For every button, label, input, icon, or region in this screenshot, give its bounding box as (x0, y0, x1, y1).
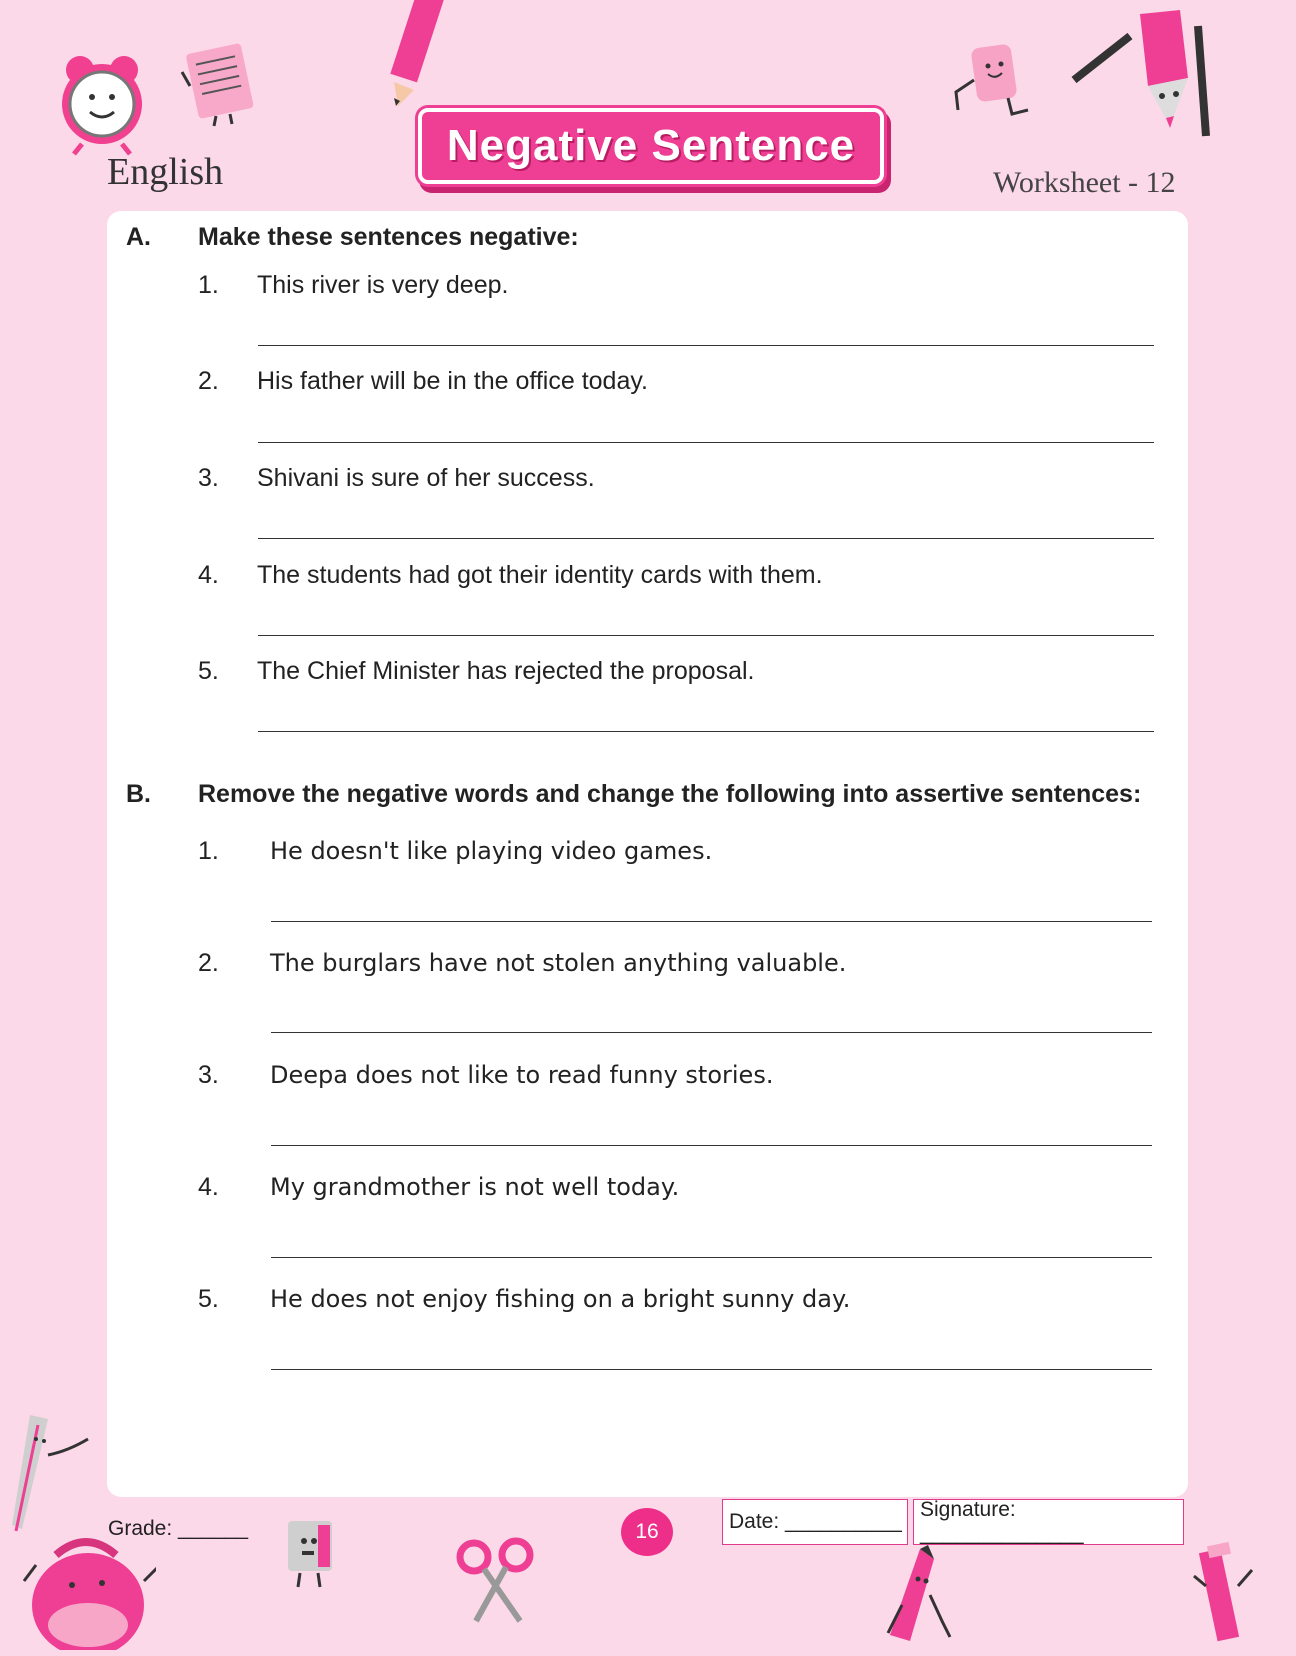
answer-line[interactable] (271, 1032, 1152, 1033)
question-number: 2. (198, 949, 219, 977)
question-text: The Chief Minister has rejected the proposal. (257, 657, 755, 685)
grade-field[interactable]: Grade: ______ (108, 1517, 249, 1540)
question-text: The burglars have not stolen anything valuable. (270, 949, 847, 977)
question-number: 1. (198, 837, 219, 865)
answer-line[interactable] (258, 345, 1154, 346)
pencil-icon (380, 0, 450, 110)
signature-box[interactable] (913, 1499, 1184, 1545)
answer-line[interactable] (271, 1369, 1152, 1370)
question-number: 4. (198, 1173, 219, 1201)
worksheet-number: Worksheet - 12 (993, 166, 1176, 199)
crayon-icon (880, 1545, 965, 1645)
alarm-clock-icon (52, 42, 152, 157)
question-text: He does not enjoy fishing on a bright sunny day. (270, 1285, 851, 1313)
section-a-instruction: Make these sentences negative: (198, 223, 579, 251)
question-number: 3. (198, 1061, 219, 1089)
question-text: My grandmother is not well today. (270, 1173, 680, 1201)
ruler-icon (8, 1405, 98, 1535)
question-text: His father will be in the office today. (257, 367, 648, 395)
answer-line[interactable] (258, 635, 1154, 636)
answer-line[interactable] (271, 1145, 1152, 1146)
question-text: He doesn't like playing video games. (270, 837, 713, 865)
answer-line[interactable] (271, 1257, 1152, 1258)
title-banner (418, 108, 884, 184)
question-number: 5. (198, 657, 219, 685)
section-b-letter: B. (126, 780, 151, 808)
question-text: Shivani is sure of her success. (257, 464, 595, 492)
bag-icon (16, 1525, 156, 1650)
answer-line[interactable] (258, 538, 1154, 539)
date-box[interactable] (722, 1499, 908, 1545)
section-a-letter: A. (126, 223, 151, 251)
question-number: 4. (198, 561, 219, 589)
question-number: 3. (198, 464, 219, 492)
question-text: This river is very deep. (257, 271, 509, 299)
scissors-icon (452, 1535, 537, 1625)
question-number: 5. (198, 1285, 219, 1313)
pencil-icon (1190, 1540, 1260, 1650)
pencil-sharpener-icon (282, 1515, 346, 1590)
page-number: 16 (625, 1512, 669, 1552)
signature-field: Signature: ______________ (920, 1498, 1084, 1545)
section-b-instruction: Remove the negative words and change the following into assertive sentences: (198, 780, 1142, 808)
page-title: Negative Sentence (446, 121, 856, 170)
answer-line[interactable] (271, 921, 1152, 922)
question-number: 1. (198, 271, 219, 299)
question-number: 2. (198, 367, 219, 395)
notepad-icon (178, 42, 263, 127)
answer-line[interactable] (258, 442, 1154, 443)
question-text: The students had got their identity cards with them. (257, 561, 823, 589)
pencil-icon (1070, 8, 1215, 138)
question-text: Deepa does not like to read funny stories. (270, 1061, 774, 1089)
answer-line[interactable] (258, 731, 1154, 732)
date-field: Date: __________ (729, 1510, 902, 1533)
subject-label: English (107, 151, 224, 193)
eraser-icon (946, 40, 1036, 120)
